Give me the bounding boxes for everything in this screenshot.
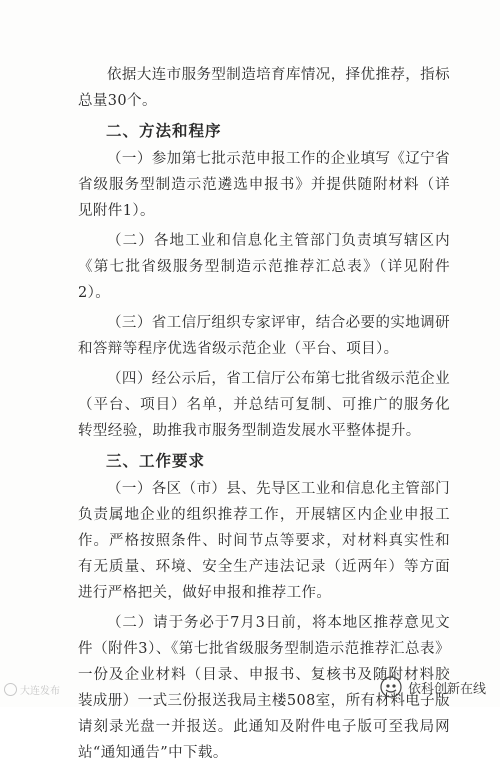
paragraph: （一）参加第七批示范申报工作的企业填写《辽宁省省级服务型制造示范遴选申报书》并提供随附材料（详见附件1）。 bbox=[78, 151, 450, 219]
watermark-right-text: 依科创新在线 bbox=[407, 681, 486, 697]
paragraph: （三）省工信厅组织专家评审，结合必要的实地调研和答辩等程序优选省级示范企业（平台、项目）。 bbox=[78, 315, 450, 357]
paragraph: （二）各地工业和信息化主管部门负责填写辖区内《第七批省级服务型制造示范推荐汇总表》（详见附件2）。 bbox=[78, 233, 450, 301]
paragraph: （四）经公示后，省工信厅公布第七批省级示范企业（平台、项目）名单，并总结可复制、可推广的服务化转型经验，助推我市服务型制造发展水平整体提升。 bbox=[78, 371, 450, 439]
section-heading-methods: 二、方法和程序 bbox=[106, 122, 222, 140]
paragraph: 依据大连市服务型制造培育库情况，择优推荐，指标总量30个。 bbox=[78, 67, 450, 109]
document-body bbox=[78, 62, 450, 766]
weibo-icon bbox=[4, 683, 17, 696]
section-heading-requirements: 三、工作要求 bbox=[106, 452, 206, 470]
wechat-icon bbox=[380, 676, 402, 698]
watermark-right bbox=[380, 676, 486, 698]
watermark-left-text: 大连发布 bbox=[20, 686, 60, 697]
paragraph: （一）各区（市）县、先导区工业和信息化主管部门负责属地企业的组织推荐工作，开展辖区内企业申报工作。严格按照条件、时间节点等要求，对材料真实性和有无质量、环境、安全生产违法记录（近两年）等方面进行严格把关，做好申报和推荐工作。 bbox=[78, 481, 450, 601]
paragraph: （二）请于务必于7月3日前，将本地区推荐意见文件（附件3）、《第七批省级服务型制造示范推荐汇总表》一份及企业材料（目录、申报书、复核书及随附材料胶装成册）一式三份报送我局主楼508室，所有材料电子版请刻录光盘一并报送。此通知及附件电子版可至我局网站“通知通告”中下载。 bbox=[78, 615, 450, 761]
watermark-left bbox=[4, 682, 60, 697]
